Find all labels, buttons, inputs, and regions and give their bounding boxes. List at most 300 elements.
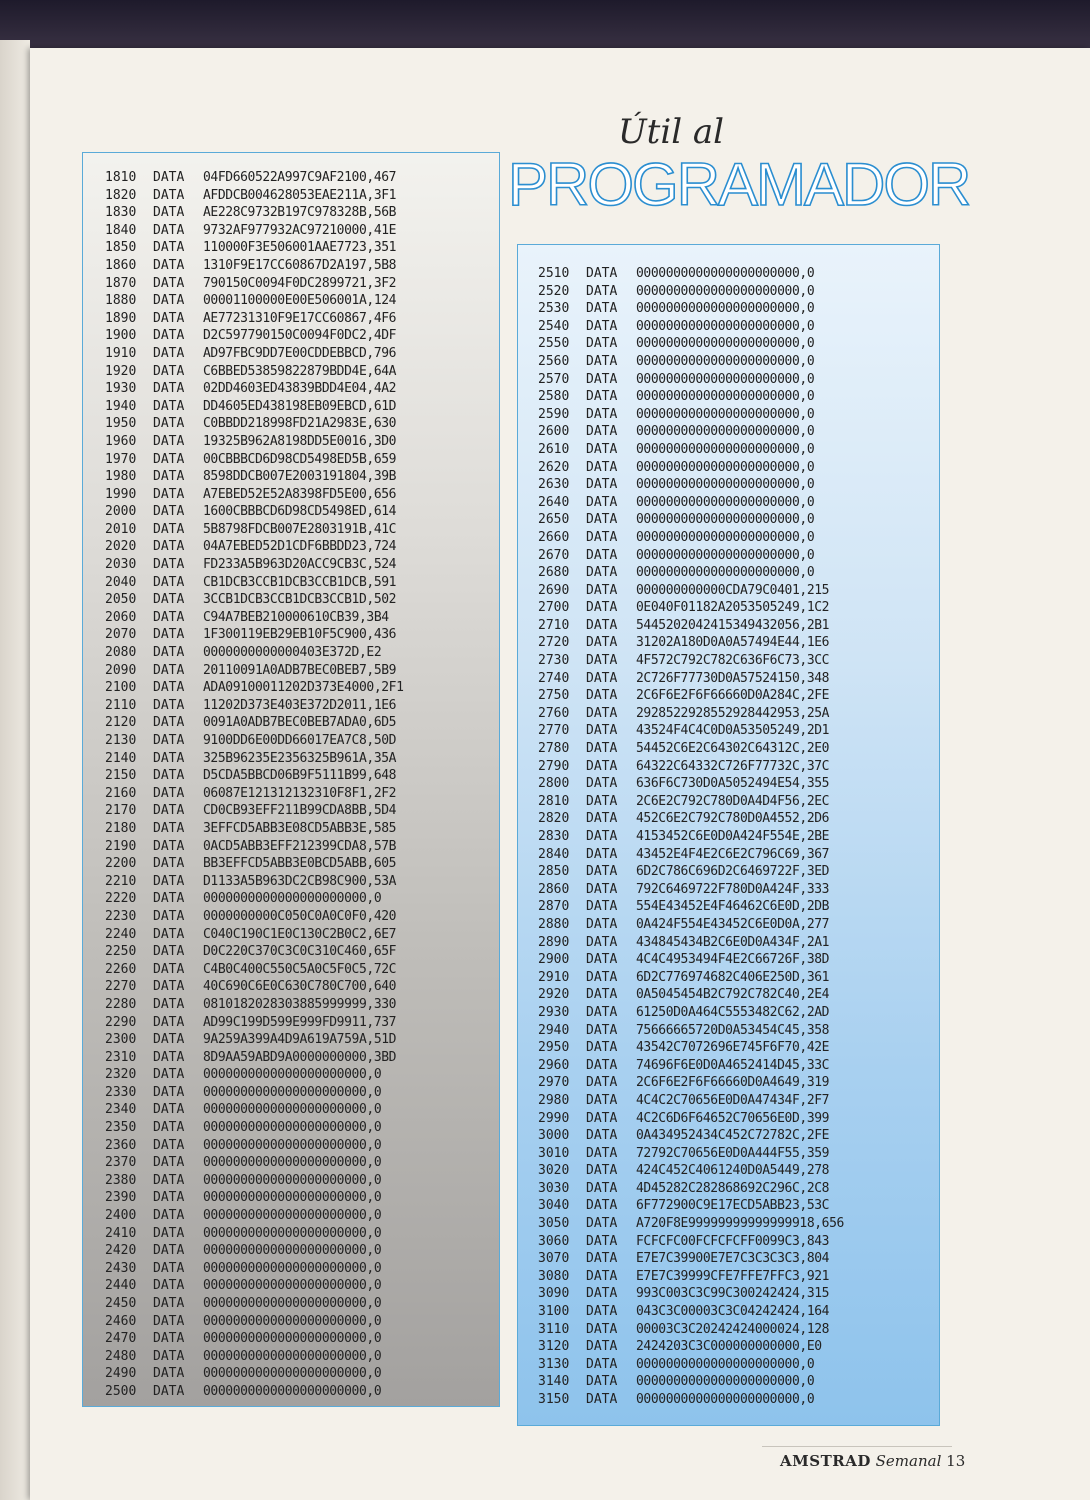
line-number: 2570 [538,371,570,387]
data-keyword: DATA [586,1057,618,1073]
line-number: 2040 [105,574,137,590]
data-values: 19325B962A8198DD5E0016,3D0 [203,433,397,449]
line-number: 3080 [538,1268,570,1284]
line-number: 1900 [105,328,137,344]
data-keyword: DATA [586,881,618,897]
data-keyword: DATA [586,1110,618,1126]
listing-row [518,1074,939,1092]
line-number: 2290 [105,1014,137,1030]
data-keyword: DATA [153,891,185,907]
listing-row [518,846,939,864]
line-number: 2790 [538,758,570,774]
line-number: 2280 [105,996,137,1012]
listing-row [518,687,939,705]
listing-row [518,1373,939,1391]
data-keyword: DATA [153,539,185,555]
data-keyword: DATA [153,908,185,924]
line-number: 2670 [538,547,570,563]
line-number: 2410 [105,1225,137,1241]
data-values: 5B8798FDCB007E2803191B,41C [203,521,397,537]
data-keyword: DATA [586,635,618,651]
listing-row [518,634,939,652]
data-keyword: DATA [153,1366,185,1382]
listing-row [83,838,499,856]
line-number: 2380 [105,1172,137,1188]
line-number: 2540 [538,318,570,334]
data-values: 0000000000000000000000,0 [636,389,815,405]
data-values: 636F6C730D0A5052494E54,355 [636,776,830,792]
data-values: 00001100000E00E506001A,124 [203,293,397,309]
data-keyword: DATA [153,240,185,256]
data-keyword: DATA [586,336,618,352]
listing-row [518,934,939,952]
listing-rows-right [518,265,939,1409]
line-number: 2440 [105,1278,137,1294]
data-values: 0000000000000000000000,0 [203,1313,382,1329]
listing-row [83,626,499,644]
listing-row [518,511,939,529]
line-number: 2160 [105,785,137,801]
line-number: 2240 [105,926,137,942]
data-values: 110000F3E506001AAE7723,351 [203,240,397,256]
listing-row [518,740,939,758]
line-number: 2840 [538,846,570,862]
line-number: 3090 [538,1286,570,1302]
data-values: 2C726F77730D0A57524150,348 [636,670,830,686]
data-values: 0000000000000000000000,0 [636,565,815,581]
line-number: 2720 [538,635,570,651]
line-number: 3010 [538,1145,570,1161]
data-values: 0000000000000000000000,0 [203,1348,382,1364]
listing-row [83,169,499,187]
data-keyword: DATA [153,398,185,414]
listing-row [518,1057,939,1075]
listing-row [518,1039,939,1057]
listing-row [83,1101,499,1119]
line-number: 2730 [538,653,570,669]
data-values: D0C220C370C3C0C310C460,65F [203,944,397,960]
listing-row [83,310,499,328]
data-values: 4D45282C282868692C296C,2C8 [636,1180,830,1196]
data-keyword: DATA [153,310,185,326]
data-keyword: DATA [586,864,618,880]
data-values: 0000000000000000000000,0 [203,1120,382,1136]
listing-row [518,1110,939,1128]
data-values: 9A259A399A4D9A619A759A,51D [203,1032,397,1048]
listing-row [518,1092,939,1110]
line-number: 2220 [105,891,137,907]
line-number: 2490 [105,1366,137,1382]
listing-row [83,1084,499,1102]
listing-row [518,318,939,336]
data-keyword: DATA [586,934,618,950]
data-values: AD97FBC9DD7E00CDDEBBCD,796 [203,345,397,361]
data-keyword: DATA [586,1004,618,1020]
listing-row [83,1365,499,1383]
data-values: 0000000000000000000000,0 [203,891,382,907]
data-keyword: DATA [153,768,185,784]
line-number: 2110 [105,697,137,713]
line-number: 2600 [538,424,570,440]
line-number: 2940 [538,1022,570,1038]
data-values: 6D2C786C696D2C6469722F,3ED [636,864,830,880]
data-values: 0000000000000000000000,0 [636,301,815,317]
data-keyword: DATA [586,266,618,281]
line-number: 2130 [105,733,137,748]
data-keyword: DATA [153,733,185,748]
listing-row [83,908,499,926]
line-number: 2820 [538,811,570,827]
data-keyword: DATA [153,451,185,467]
line-number: 2640 [538,494,570,510]
listing-row [83,890,499,908]
line-number: 2060 [105,609,137,625]
data-keyword: DATA [586,688,618,704]
line-number: 2120 [105,715,137,731]
listing-row [518,652,939,670]
line-number: 1980 [105,469,137,485]
line-number: 3130 [538,1356,570,1372]
line-number: 1930 [105,381,137,397]
data-values: 4153452C6E0D0A424F554E,2BE [636,829,830,844]
data-keyword: DATA [153,433,185,449]
line-number: 2400 [105,1208,137,1224]
listing-row [83,1189,499,1207]
line-number: 2150 [105,768,137,784]
listing-row [83,1225,499,1243]
data-values: 40C690C6E0C630C780C700,640 [203,979,397,995]
data-keyword: DATA [153,1348,185,1364]
listing-row [518,582,939,600]
line-number: 2690 [538,582,570,598]
data-keyword: DATA [153,1032,185,1048]
data-keyword: DATA [586,758,618,774]
line-number: 2970 [538,1075,570,1091]
listing-row [518,529,939,547]
line-number: 2920 [538,987,570,1003]
section-kicker: Útil al [618,112,725,152]
line-number: 2210 [105,873,137,889]
data-keyword: DATA [586,1356,618,1372]
data-values: 04FD660522A997C9AF2100,467 [203,170,397,185]
data-keyword: DATA [153,1331,185,1347]
data-values: 0000000000000000000000,0 [203,1260,382,1276]
data-keyword: DATA [153,1190,185,1206]
data-keyword: DATA [586,582,618,598]
listing-row [518,300,939,318]
data-values: C94A7BEB210000610CB39,3B4 [203,609,389,625]
listing-row [518,1285,939,1303]
data-values: A7EBED52E52A8398FD5E00,656 [203,486,397,502]
listing-row [83,398,499,416]
data-values: 43542C7072696E745F6F70,42E [636,1040,830,1056]
data-keyword: DATA [586,1286,618,1302]
data-keyword: DATA [586,353,618,369]
listing-row [518,969,939,987]
line-number: 1880 [105,293,137,309]
data-values: 0000000000000000000000,0 [203,1208,382,1224]
data-keyword: DATA [153,1120,185,1136]
listing-row [83,1066,499,1084]
listing-row [518,1303,939,1321]
listing-row [518,406,939,424]
data-values: D5CDA5BBCD06B9F5111B99,648 [203,768,397,784]
data-values: 0000000000000000000000,0 [636,266,815,281]
line-number: 2370 [105,1155,137,1171]
line-number: 3120 [538,1339,570,1355]
line-number: 2080 [105,645,137,661]
line-number: 2000 [105,504,137,520]
data-values: 00003C3C20242424000024,128 [636,1321,830,1337]
data-values: 000000000000CDA79C0401,215 [636,582,830,598]
listing-row [83,433,499,451]
data-keyword: DATA [586,565,618,581]
line-number: 2560 [538,353,570,369]
line-number: 2300 [105,1032,137,1048]
data-keyword: DATA [586,512,618,528]
data-values: 0000000000000000000000,0 [203,1137,382,1153]
line-number: 2630 [538,477,570,493]
listing-row [518,335,939,353]
line-number: 2070 [105,627,137,643]
data-values: C040C190C1E0C130C2B0C2,6E7 [203,926,397,942]
listing-row [83,1014,499,1032]
data-keyword: DATA [586,846,618,862]
data-keyword: DATA [153,486,185,502]
listing-row [518,758,939,776]
listing-row [83,1383,499,1401]
listing-row [83,855,499,873]
data-values: 4C4C2C70656E0D0A47434F,2F7 [636,1092,830,1108]
data-keyword: DATA [153,838,185,854]
line-number: 3040 [538,1198,570,1214]
line-number: 2610 [538,441,570,457]
line-number: 2310 [105,1049,137,1065]
line-number: 2550 [538,336,570,352]
data-values: 6F772900C9E17ECD5ABB23,53C [636,1198,830,1214]
data-keyword: DATA [586,1163,618,1179]
data-values: 434845434B2C6E0D0A434F,2A1 [636,934,830,950]
data-values: 0000000000000000000000,0 [203,1067,382,1083]
listing-row [518,1127,939,1145]
data-values: 5445202042415349432056,2B1 [636,617,830,633]
data-keyword: DATA [586,987,618,1003]
listing-row [83,1260,499,1278]
footer-brand: AMSTRAD [780,1452,871,1470]
data-values: 0000000000000000000000,0 [636,547,815,563]
data-keyword: DATA [586,1392,618,1407]
data-keyword: DATA [586,1092,618,1108]
data-keyword: DATA [153,205,185,221]
data-values: 0A5045454B2C792C782C40,2E4 [636,987,830,1003]
data-values: BB3EFFCD5ABB3E0BCD5ABB,605 [203,856,397,872]
data-keyword: DATA [586,952,618,968]
data-keyword: DATA [153,996,185,1012]
line-number: 3030 [538,1180,570,1196]
listing-row [518,1321,939,1339]
listing-row [83,1031,499,1049]
data-values: 11202D373E403E372D2011,1E6 [203,697,397,713]
data-values: 0000000000000000000000,0 [203,1383,382,1399]
listing-row [518,705,939,723]
line-number: 1840 [105,222,137,238]
data-values: 0000000000000000000000,0 [636,459,815,475]
line-number: 1940 [105,398,137,414]
line-number: 2580 [538,389,570,405]
data-values: 1310F9E17CC60867D2A197,5B8 [203,257,397,273]
data-values: 6D2C776974682C406E250D,361 [636,969,830,985]
listing-panel-left [82,152,500,1407]
listing-row [518,863,939,881]
listing-row [83,521,499,539]
data-keyword: DATA [586,793,618,809]
data-values: 292852292855292844295З,25A [636,705,830,721]
listing-row [518,1215,939,1233]
listing-row [518,459,939,477]
listing-row [518,283,939,301]
data-values: 2424203C3C000000000000,E0 [636,1339,822,1355]
data-values: AFDDCB004628053EAE211A,3F1 [203,187,397,203]
data-values: 0000000000000000000000,0 [636,371,815,387]
line-number: 2230 [105,908,137,924]
listing-row [518,828,939,846]
listing-row [518,1162,939,1180]
data-values: CB1DCB3CCB1DCB3CCB1DCB,591 [203,574,397,590]
data-values: 4C4C4953494F4E2C66726F,38D [636,952,830,968]
data-keyword: DATA [153,820,185,836]
listing-row [518,793,939,811]
data-keyword: DATA [153,257,185,273]
data-values: AD99C199D599E999FD9911,737 [203,1014,397,1030]
listing-row [83,750,499,768]
line-number: 2880 [538,916,570,932]
data-keyword: DATA [586,670,618,686]
data-keyword: DATA [153,609,185,625]
data-values: 0000000000000000000000,0 [636,336,815,352]
line-number: 1850 [105,240,137,256]
listing-row [83,222,499,240]
listing-row [83,292,499,310]
data-keyword: DATA [586,494,618,510]
listing-row [83,662,499,680]
data-values: 0000000000000000000000,0 [636,1374,815,1390]
data-values: AE77231310F9E17CC60867,4F6 [203,310,397,326]
data-keyword: DATA [153,961,185,977]
data-values: 0000000000000000000000,0 [636,283,815,299]
data-keyword: DATA [153,1137,185,1153]
data-values: 0091A0ADB7BEC0BEB7ADA0,6D5 [203,715,397,731]
listing-row [83,451,499,469]
data-keyword: DATA [586,600,618,616]
line-number: 1970 [105,451,137,467]
listing-row [518,371,939,389]
data-values: 0000000000000000000000,0 [203,1243,382,1259]
listing-row [83,556,499,574]
listing-row [83,926,499,944]
page-number: 13 [946,1452,966,1470]
data-keyword: DATA [586,741,618,757]
listing-row [83,503,499,521]
data-keyword: DATA [153,1243,185,1259]
data-values: 0000000000000000000000,0 [203,1366,382,1382]
data-keyword: DATA [586,653,618,669]
data-values: 04A7EBED52D1CDF6BBDD23,724 [203,539,397,555]
line-number: 1990 [105,486,137,502]
data-values: D2C597790150C0094F0DC2,4DF [203,328,397,344]
data-values: 452C6E2C792C780D0A4552,2D6 [636,811,830,827]
data-keyword: DATA [153,803,185,819]
listing-row [83,486,499,504]
data-keyword: DATA [153,662,185,678]
data-keyword: DATA [586,1321,618,1337]
data-keyword: DATA [153,328,185,344]
line-number: 2990 [538,1110,570,1126]
listing-row [83,468,499,486]
data-values: 0000000000000000000000,0 [636,1356,815,1372]
listing-row [83,644,499,662]
data-keyword: DATA [153,592,185,608]
data-keyword: DATA [586,916,618,932]
line-number: 2340 [105,1102,137,1118]
data-values: A720F8E99999999999999918,656 [636,1216,844,1232]
line-number: 2930 [538,1004,570,1020]
listing-row [83,1137,499,1155]
data-keyword: DATA [153,697,185,713]
data-values: 4F572C792C782C636F6C73,3CC [636,653,830,669]
line-number: 2470 [105,1331,137,1347]
data-values: 3EFFCD5ABB3E08CD5ABB3E,585 [203,820,397,836]
listing-row [83,1313,499,1331]
data-keyword: DATA [153,627,185,643]
data-values: 0000000000000000000000,0 [636,441,815,457]
line-number: 2030 [105,557,137,573]
line-number: 2360 [105,1137,137,1153]
data-keyword: DATA [586,705,618,721]
listing-rows-left [83,169,499,1401]
listing-row [83,1242,499,1260]
line-number: 2740 [538,670,570,686]
line-number: 2450 [105,1296,137,1311]
data-keyword: DATA [586,1040,618,1056]
footer-issue: Semanal [875,1452,942,1470]
data-keyword: DATA [586,301,618,317]
line-number: 2200 [105,856,137,872]
data-keyword: DATA [586,477,618,493]
data-keyword: DATA [153,926,185,942]
listing-row [518,1233,939,1251]
data-keyword: DATA [586,459,618,475]
data-values: 0000000000000000000000,0 [636,529,815,545]
listing-row [518,353,939,371]
line-number: 3140 [538,1374,570,1390]
listing-row [83,591,499,609]
listing-row [83,380,499,398]
data-keyword: DATA [586,1022,618,1038]
line-number: 1960 [105,433,137,449]
line-number: 2330 [105,1084,137,1100]
line-number: 1920 [105,363,137,379]
data-values: 0000000000000000000000,0 [203,1190,382,1206]
listing-row [83,943,499,961]
listing-row [83,767,499,785]
data-keyword: DATA [586,318,618,334]
data-values: 0000000000000403E372D,E2 [203,645,382,661]
line-number: 2810 [538,793,570,809]
data-keyword: DATA [586,1180,618,1196]
listing-row [83,1348,499,1366]
listing-row [518,1197,939,1215]
listing-row [518,670,939,688]
